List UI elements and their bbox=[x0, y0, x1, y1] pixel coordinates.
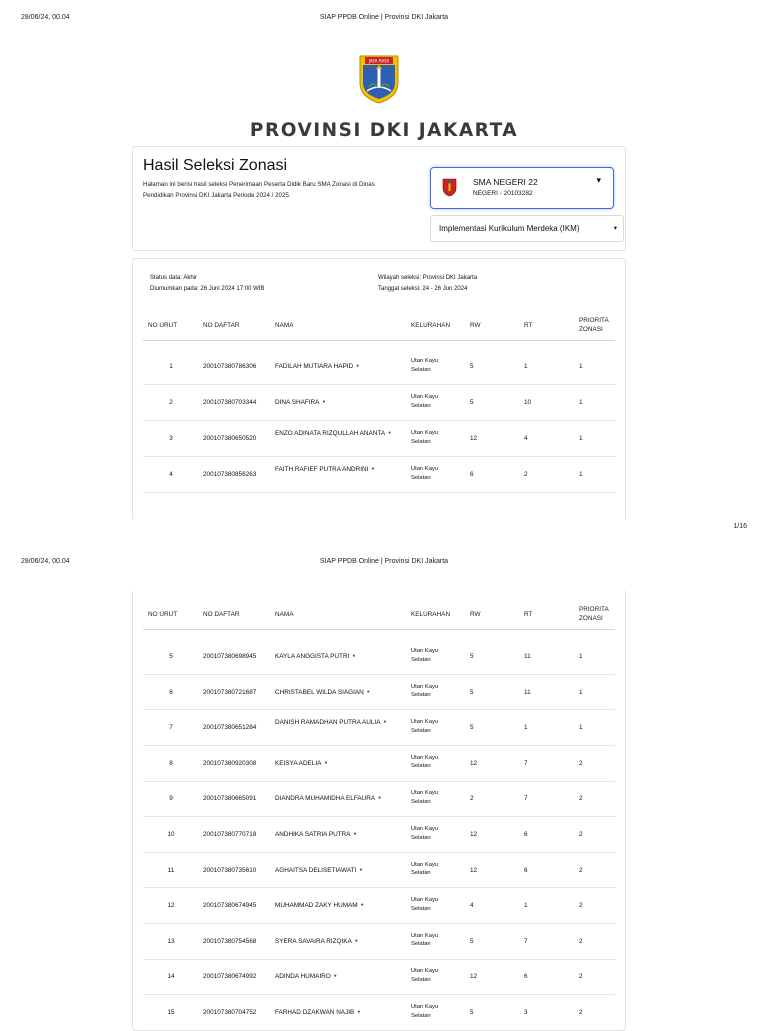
row-no-urut: 2 bbox=[169, 399, 173, 406]
col-rt: RT bbox=[524, 611, 533, 618]
row-rw: 5 bbox=[470, 688, 474, 696]
row-no-daftar: 200107380650520 bbox=[203, 435, 257, 442]
row-rt: 1 bbox=[524, 902, 528, 910]
col-rw: RW bbox=[470, 611, 481, 618]
row-no-urut: 13 bbox=[167, 937, 175, 945]
row-kelurahan: Utan Kayu Selatan bbox=[411, 861, 439, 877]
row-divider bbox=[143, 745, 615, 746]
row-nama bbox=[275, 465, 403, 474]
row-nama bbox=[275, 901, 403, 910]
info-dot-icon[interactable]: ● bbox=[360, 902, 364, 909]
col-no-daftar: NO DAFTAR bbox=[203, 322, 240, 329]
page-number: 1/16 bbox=[733, 523, 747, 530]
row-no-urut: 7 bbox=[169, 724, 173, 732]
info-dot-icon[interactable]: ● bbox=[378, 795, 382, 802]
row-divider bbox=[143, 709, 615, 710]
selection-region: Wilayah seleksi: Provinsi DKI Jakarta bbox=[378, 275, 478, 281]
col-nama: NAMA bbox=[275, 322, 294, 329]
info-dot-icon[interactable]: ● bbox=[322, 399, 326, 405]
row-nama-text: KAYLA ANGGISTA PUTRI bbox=[275, 653, 350, 661]
selection-date: Tanggal seleksi: 24 - 26 Jun 2024 bbox=[378, 285, 468, 292]
col-no-urut: NO URUT bbox=[148, 611, 178, 618]
header-divider bbox=[143, 629, 615, 630]
row-prioritas-zonasi: 2 bbox=[579, 902, 583, 910]
col-no-urut: NO URUT bbox=[148, 322, 178, 329]
row-rw: 5 bbox=[470, 1009, 474, 1016]
print-timestamp: 28/06/24, 00.04 bbox=[21, 558, 70, 565]
row-nama-text: ENZO ADINATA RIZQULLAH ANANTA bbox=[275, 430, 386, 438]
row-rw: 5 bbox=[470, 653, 474, 660]
chevron-down-icon: ▾ bbox=[596, 175, 601, 185]
row-kelurahan: Utan Kayu Selatan bbox=[411, 430, 439, 445]
announced-date: Diumumkan pada: 26 Juni 2024 17:00 WIB bbox=[150, 285, 265, 292]
row-nama-text: FADILAH MUTIARA HAPID bbox=[275, 363, 354, 371]
col-nama: NAMA bbox=[275, 611, 294, 618]
row-no-urut: 14 bbox=[167, 973, 175, 981]
row-divider bbox=[143, 456, 615, 457]
info-dot-icon[interactable]: ● bbox=[333, 973, 337, 980]
row-prioritas-zonasi: 2 bbox=[579, 866, 583, 874]
row-rw: 12 bbox=[470, 759, 478, 767]
row-no-daftar: 200107380754568 bbox=[203, 937, 257, 945]
row-nama-text: FARHAD DZAKWAN NAJIB bbox=[275, 1009, 355, 1017]
row-nama-text: AGHAITSA DELISETIAWATI bbox=[275, 866, 357, 874]
province-title: PROVINSI DKI JAKARTA bbox=[249, 120, 519, 141]
row-prioritas-zonasi: 1 bbox=[579, 471, 583, 478]
row-nama-text: DINA SHAFIRA bbox=[275, 399, 320, 407]
row-no-daftar: 200107380703344 bbox=[203, 399, 257, 406]
row-no-urut: 6 bbox=[169, 688, 173, 696]
info-dot-icon[interactable]: ● bbox=[371, 466, 375, 472]
chevron-down-icon: ▾ bbox=[613, 225, 617, 232]
row-divider bbox=[143, 420, 615, 421]
row-divider bbox=[143, 384, 615, 385]
row-kelurahan: Utan Kayu Selatan bbox=[411, 826, 439, 841]
row-prioritas-zonasi: 1 bbox=[579, 435, 583, 442]
row-rt: 1 bbox=[524, 724, 528, 732]
print-timestamp: 28/06/24, 00.04 bbox=[21, 14, 70, 21]
row-divider bbox=[143, 492, 615, 493]
row-rw: 6 bbox=[470, 471, 474, 478]
row-nama-text: ANDHIKA SATRIA PUTRA bbox=[275, 831, 351, 839]
row-prioritas-zonasi: 1 bbox=[579, 724, 583, 732]
row-rw: 5 bbox=[470, 363, 474, 370]
row-rt: 7 bbox=[524, 937, 528, 945]
page-description: Halaman ini berisi hasil seleksi Penerimaan Peserta Didik Baru SMA Zonasi di Dinas Pendidikan Provinsi DKI Jakarta Periode 2024 / 2025. bbox=[143, 181, 375, 199]
curriculum-select[interactable] bbox=[430, 215, 624, 242]
school-name: SMA NEGERI 22 bbox=[473, 177, 538, 187]
row-rt: 10 bbox=[524, 399, 532, 406]
row-no-urut: 4 bbox=[169, 471, 173, 478]
row-prioritas-zonasi: 1 bbox=[579, 688, 583, 696]
row-rw: 12 bbox=[470, 435, 478, 442]
row-nama-text: DANISH RAMADHAN PUTRA AULIA bbox=[275, 719, 381, 727]
row-no-urut: 11 bbox=[167, 866, 175, 874]
info-dot-icon[interactable]: ● bbox=[352, 653, 356, 659]
row-no-daftar: 200107380920308 bbox=[203, 759, 257, 767]
row-rt: 7 bbox=[524, 795, 528, 803]
row-rt: 7 bbox=[524, 759, 528, 767]
row-prioritas-zonasi: 2 bbox=[579, 759, 583, 767]
row-divider bbox=[143, 781, 615, 782]
row-nama bbox=[275, 362, 403, 371]
row-nama-text: ADINDA HUMAIRO bbox=[275, 973, 331, 981]
row-nama bbox=[275, 398, 403, 407]
row-no-daftar: 200107380770718 bbox=[203, 831, 257, 838]
col-prioritas-zonasi: PRIORITA ZONASI bbox=[579, 317, 609, 333]
row-kelurahan: Utan Kayu Selatan bbox=[411, 648, 439, 663]
row-rt: 6 bbox=[524, 866, 528, 874]
row-kelurahan: Utan Kayu Selatan bbox=[411, 394, 439, 409]
row-divider bbox=[143, 994, 615, 995]
col-prioritas-zonasi: PRIORITA ZONASI bbox=[579, 606, 609, 622]
row-nama bbox=[275, 794, 403, 803]
row-nama-text: MUHAMMAD ZAKY HUMAM bbox=[275, 902, 358, 910]
row-no-daftar: 200107380704752 bbox=[203, 1009, 257, 1016]
row-kelurahan: Utan Kayu Selatan bbox=[411, 932, 439, 948]
row-no-urut: 3 bbox=[169, 435, 173, 442]
row-kelurahan: Utan Kayu Selatan bbox=[411, 968, 439, 983]
row-rw: 12 bbox=[470, 831, 478, 838]
row-no-daftar: 200107380674945 bbox=[203, 902, 257, 910]
print-doc-title: SIAP PPDB Online | Provinsi DKI Jakarta bbox=[319, 14, 449, 21]
row-nama-text: KEISYA ADELIA bbox=[275, 759, 322, 767]
row-divider bbox=[143, 923, 615, 924]
row-prioritas-zonasi: 1 bbox=[579, 363, 583, 370]
school-emblem-icon bbox=[442, 178, 457, 197]
print-doc-title: SIAP PPDB Online | Provinsi DKI Jakarta bbox=[319, 558, 449, 565]
row-nama-text: FAITH RAFIEF PUTRA ANDRINI bbox=[275, 466, 369, 474]
row-kelurahan: Utan Kayu Selatan bbox=[411, 683, 439, 699]
logo-motto: JAYA RAYA bbox=[368, 58, 390, 64]
info-dot-icon[interactable]: ● bbox=[324, 759, 328, 766]
row-nama bbox=[275, 1008, 403, 1017]
row-divider bbox=[143, 959, 615, 960]
row-no-daftar: 200107380735610 bbox=[203, 866, 257, 874]
col-kelurahan: KELURAHAN bbox=[411, 322, 451, 329]
row-no-daftar: 200107380674992 bbox=[203, 973, 257, 981]
row-kelurahan: Utan Kayu Selatan bbox=[411, 897, 439, 912]
row-nama bbox=[275, 718, 403, 727]
row-no-urut: 5 bbox=[169, 653, 173, 660]
row-nama-text: DIANDRA MUHAMIDHA ELFAURA bbox=[275, 795, 376, 803]
row-prioritas-zonasi: 2 bbox=[579, 1009, 583, 1016]
row-nama bbox=[275, 759, 403, 768]
row-divider bbox=[143, 674, 615, 675]
row-kelurahan: Utan Kayu Selatan bbox=[411, 790, 439, 805]
row-rw: 5 bbox=[470, 724, 474, 732]
row-no-daftar: 200107380856263 bbox=[203, 471, 257, 478]
row-no-daftar: 200107380698945 bbox=[203, 653, 257, 660]
row-no-urut: 15 bbox=[167, 1009, 175, 1016]
row-nama-text: CHRISTABEL WILDA SIAGIAN bbox=[275, 688, 364, 696]
row-no-urut: 12 bbox=[167, 902, 175, 910]
info-dot-icon[interactable]: ● bbox=[354, 937, 358, 944]
info-dot-icon[interactable]: ● bbox=[359, 866, 363, 873]
row-rt: 11 bbox=[524, 653, 531, 660]
results-card bbox=[132, 258, 626, 519]
col-no-daftar: NO DAFTAR bbox=[203, 611, 240, 618]
row-no-daftar: 200107380651284 bbox=[203, 724, 257, 732]
row-kelurahan: Utan Kayu Selatan bbox=[411, 358, 439, 373]
row-nama bbox=[275, 830, 403, 839]
row-rw: 12 bbox=[470, 866, 478, 874]
col-kelurahan: KELURAHAN bbox=[411, 611, 451, 618]
school-select[interactable] bbox=[430, 167, 614, 209]
row-nama bbox=[275, 937, 403, 946]
row-kelurahan: Utan Kayu Selatan bbox=[411, 1004, 439, 1019]
header-divider bbox=[143, 340, 615, 341]
col-rw: RW bbox=[470, 322, 481, 329]
col-rt: RT bbox=[524, 322, 533, 329]
info-dot-icon[interactable]: ● bbox=[366, 688, 370, 695]
dki-jakarta-crest-icon bbox=[357, 53, 401, 105]
page-title: Hasil Seleksi Zonasi bbox=[143, 157, 288, 174]
row-nama-text: SYERA SAVAIRA RIZQIKA bbox=[275, 937, 352, 945]
row-kelurahan: Utan Kayu Selatan bbox=[411, 719, 439, 734]
row-rt: 2 bbox=[524, 471, 528, 478]
row-rw: 4 bbox=[470, 902, 474, 910]
row-kelurahan: Utan Kayu Selatan bbox=[411, 754, 439, 770]
row-no-urut: 10 bbox=[167, 831, 175, 838]
row-rt: 1 bbox=[524, 363, 528, 370]
row-no-daftar: 200107380665091 bbox=[203, 795, 257, 803]
row-prioritas-zonasi: 2 bbox=[579, 795, 583, 803]
row-prioritas-zonasi: 1 bbox=[579, 653, 583, 660]
row-nama bbox=[275, 688, 403, 697]
school-code: NEGERI - 20103282 bbox=[473, 190, 533, 197]
info-dot-icon[interactable]: ● bbox=[356, 363, 360, 369]
row-divider bbox=[143, 852, 615, 853]
row-rt: 3 bbox=[524, 1009, 528, 1016]
row-nama bbox=[275, 429, 403, 438]
row-prioritas-zonasi: 2 bbox=[579, 937, 583, 945]
row-no-daftar: 200107380786306 bbox=[203, 363, 257, 370]
row-rw: 5 bbox=[470, 399, 474, 406]
row-prioritas-zonasi: 2 bbox=[579, 973, 583, 981]
row-rt: 4 bbox=[524, 435, 528, 442]
info-dot-icon[interactable]: ● bbox=[383, 719, 387, 726]
row-nama bbox=[275, 652, 403, 661]
row-nama bbox=[275, 866, 403, 875]
row-rw: 5 bbox=[470, 937, 474, 945]
row-nama bbox=[275, 972, 403, 981]
curriculum-label: Implementasi Kurikulum Merdeka (IKM) bbox=[439, 224, 580, 233]
row-rw: 2 bbox=[470, 795, 474, 803]
info-dot-icon[interactable]: ● bbox=[353, 831, 357, 837]
info-dot-icon[interactable]: ● bbox=[357, 1009, 361, 1015]
info-dot-icon[interactable]: ● bbox=[388, 430, 392, 436]
row-rt: 11 bbox=[524, 688, 531, 696]
status-data: Status data: Akhir bbox=[150, 275, 198, 281]
row-prioritas-zonasi: 2 bbox=[579, 831, 583, 838]
row-no-urut: 1 bbox=[169, 363, 173, 370]
row-divider bbox=[143, 887, 615, 888]
row-no-urut: 9 bbox=[169, 795, 173, 803]
row-rt: 6 bbox=[524, 831, 528, 838]
row-no-urut: 8 bbox=[169, 759, 173, 767]
row-kelurahan: Utan Kayu Selatan bbox=[411, 466, 439, 481]
row-rw: 12 bbox=[470, 973, 478, 981]
row-prioritas-zonasi: 1 bbox=[579, 399, 583, 406]
row-no-daftar: 200107380721687 bbox=[203, 688, 257, 696]
row-divider bbox=[143, 816, 615, 817]
row-rt: 6 bbox=[524, 973, 528, 981]
